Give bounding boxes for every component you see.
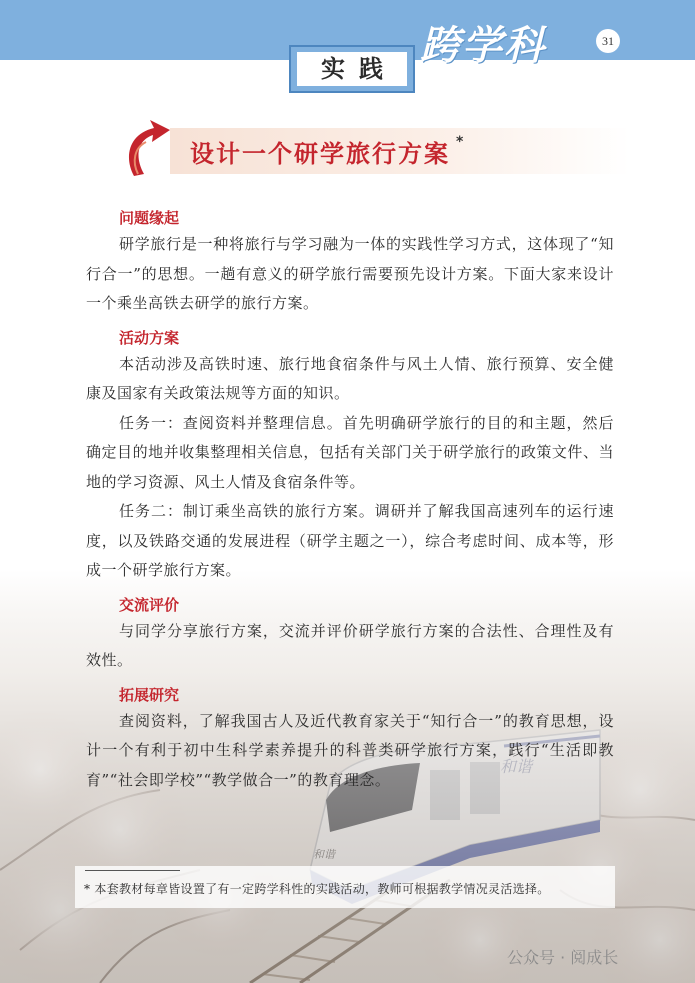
practice-label: 实践	[297, 52, 407, 86]
watermark: 公众号 · 阅成长	[507, 948, 619, 967]
footnote-text: * 本套教材每章皆设置了有一定跨学科性的实践活动，教师可根据教学情况灵活选择。	[84, 882, 550, 896]
page-number: 31	[596, 29, 620, 53]
section-heading-extension: 拓展研究	[119, 685, 180, 704]
title-footnote-marker: *	[456, 134, 466, 150]
paragraph: 本活动涉及高铁时速、旅行地食宿条件与风土人情、旅行预算、安全健康及国家有关政策法规等方面的知识。	[86, 354, 614, 402]
practice-badge	[289, 45, 415, 93]
section-heading-plan: 活动方案	[119, 328, 180, 347]
footnote-rule	[85, 870, 180, 871]
paragraph: 研学旅行是一种将旅行与学习融为一体的实践性学习方式，这体现了“知行合一”的思想。一趟有意义的研学旅行需要预先设计方案。下面大家来设计一个乘坐高铁去研学的旅行方案。	[86, 235, 614, 312]
page-title	[190, 134, 465, 169]
cross-subject-label: 跨学科	[420, 23, 546, 69]
paragraph: 任务二：制订乘坐高铁的旅行方案。调研并了解我国高速列车的运行速度，以及铁路交通的发展进程（研学主题之一），综合考虑时间、成本等，形成一个研学旅行方案。	[86, 502, 614, 579]
main-content	[86, 206, 614, 795]
paragraph: 与同学分享旅行方案，交流并评价研学旅行方案的合法性、合理性及有效性。	[86, 621, 614, 669]
curved-arrow-icon	[120, 118, 200, 180]
section-heading-origin: 问题缘起	[119, 209, 180, 227]
paragraph: 查阅资料，了解我国古人及近代教育家关于“知行合一”的教育思想，设计一个有利于初中生科学素养提升的科普类研学旅行方案，践行“生活即教育”“社会即学校”“教学做合一”的教育理念。	[86, 711, 614, 789]
page-title-text: 设计一个研学旅行方案	[190, 140, 450, 168]
section-title-banner	[120, 118, 620, 180]
paragraph: 任务一：查阅资料并整理信息。首先明确研学旅行的目的和主题，然后确定目的地并收集整理相关信息，包括有关部门关于研学旅行的政策文件、当地的学习资源、风土人情及食宿条件等。	[86, 413, 614, 491]
section-heading-evaluation: 交流评价	[119, 595, 180, 614]
